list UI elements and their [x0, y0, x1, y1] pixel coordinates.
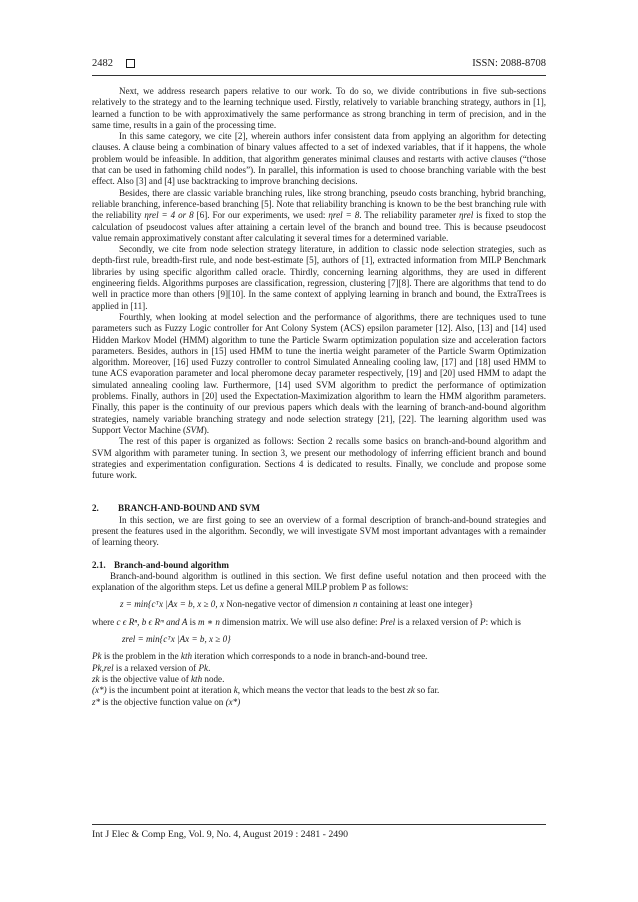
spacer: [92, 481, 546, 503]
kth-symbol: kth: [180, 651, 193, 662]
milp-equation: [92, 599, 546, 610]
def3-text-a: is the objective value of: [99, 673, 191, 684]
definition-pk: [92, 651, 546, 662]
matrix-dimension: m ∗ n: [198, 616, 220, 627]
kth-symbol: kth: [191, 673, 203, 684]
paragraph-3: [92, 188, 546, 244]
paragraph-6: The rest of this paper is organized as follows: Section 2 recalls some basics on branch-and-bound algorithm and SVM algorithm with parameter tuning. In section 3, we present our methodology of inferring efficient branch and bound strategies and experimentation configuration. Sections 4 is dedicated to results. Finally, we conclude and propose some future work.: [92, 436, 546, 481]
k-symbol: k: [233, 685, 238, 696]
where-clause: [92, 617, 546, 628]
pk-rel-symbol: Pk,rel: [92, 662, 114, 673]
section-2-intro: In this section, we are first going to see an overview of a formal description of branch-and-bound strategies and present the features used in the algorithm. Secondly, we will investigate SVM most important advantages with a remainder of learning theory.: [92, 514, 546, 548]
paragraph-1: Next, we address research papers relative to our work. To do so, we divide contributions in five sub-sections relatively to the strategy and to the learning technique used. Firstly, relatively to variable branching strategy, authors in [1], learned a function to be with approximatively the same performance as strong branching in term of precision, and in the same time, results in a gain of the processing time.: [92, 86, 546, 130]
paragraph-5-end: ).: [203, 424, 210, 435]
footer-citation: Int J Elec & Comp Eng, Vol. 9, No. 4, August 2019 : 2481 - 2490: [92, 829, 348, 840]
page-number: 2482: [92, 58, 113, 69]
p-symbol: P: [480, 616, 486, 627]
where-text-a: where: [92, 616, 117, 627]
def4-text-b: , which means the vector that leads to the best: [237, 685, 408, 696]
where-text-c: dimension matrix. We will use also define:: [219, 616, 380, 627]
where-text-e: : which is: [485, 616, 521, 627]
issn: ISSN: 2088-8708: [472, 58, 546, 69]
def5-text-a: is the objective function value on: [100, 696, 226, 707]
prel-symbol: Prel: [379, 616, 396, 627]
subsection-number: 2.1.: [92, 559, 106, 570]
x-star-symbol: (x*): [225, 696, 241, 707]
milp-equation-tail: containing at least one integer}: [357, 599, 474, 610]
paragraph-4: Secondly, we cite from node selection strategy literature, in addition to classic node selection strategies, such as depth-first rule, breadth-first rule, and node best-estimate [5], authors of [1], extracted information from MILP Benchmark libraries by using specific algorithm called oracle. Thirdly, concerning learning algorithms, they are used in different engineering fields. Algorithms purposes are classification, regression, clustering [7][8]. There are algorithms that tend to do well in practice more than others [9][10]. In the same context of applying learning in branch and bound, the ExtraTrees is applied in [11].: [92, 244, 546, 311]
section-2-heading: [92, 503, 546, 514]
pk-symbol: Pk: [92, 651, 102, 662]
def1-text-b: iteration which corresponds to a node in branch-and-bound tree.: [192, 651, 428, 662]
where-math: c ϵ Rⁿ, b ϵ Rᵐ and A: [116, 616, 188, 627]
paragraph-3-text-c: . The reliability parameter: [359, 210, 459, 221]
relaxed-equation: [92, 634, 546, 645]
section-2-1-intro: Branch-and-bound algorithm is outlined in this section. We first define useful notation and then proceed with the explanation of the algorithm steps. Let us define a general MILP problem P as follows:: [92, 570, 546, 593]
paragraph-3-text-a: Besides, there are classic variable branching rules, like strong branching, pseudo costs branching, hybrid branching, reliable branching, inference-based branching [5]. Note that reliability branching is known to be the best branching rule with the reliability: [92, 187, 546, 221]
relaxed-equation-math: zrel = min{cᵀx |Ax = b, x ≥ 0}: [122, 634, 231, 645]
section-number: 2.: [92, 503, 99, 514]
reliability-used-equation: ηrel = 8: [328, 210, 360, 221]
paragraph-2: In this same category, we cite [2], wherein authors infer consistent data from applying an algorithm for detecting clauses. A clause being a combination of binary values affected to a set of indexed variables, that if it happens, the whole problem would be infeasible. In addition, that algorithm generates minimal clauses and restarts with active clauses (“those that can be used in fathoming child nodes”). In parallel, this information is used to choose branching variable with the best effect. Also [3] and [4] use backtracking to improve branching decisions.: [92, 131, 546, 187]
spacer: [92, 549, 546, 560]
paragraph-3-text-d: is fixed to stop the calculation of pseudocost values after attaining a certain level of the branch and bound tree. This is because pseudocost value remain approximatively constant after calculating it several times for a determined variable.: [92, 210, 547, 243]
paragraph-5-text: Fourthly, when looking at model selection and the performance of algorithms, there are techniques used to tune parameters such as Fuzzy Logic controller for Ant Colony System (ACS) epsilon parameter [12]. Also, [13] and [14] used Hidden Markov Model (HMM) algorithm to tune the Particle Swarm optimization population size and acceleration factors parameters. Besides, authors in [15] used HMM to tune the inertia weight parameter of the Particle Swarm Optimization algorithm. Moreover, [16] used Fuzzy controller to control Simulated Annealing cooling law, [17] and [18] used HMM to tune ACS evaporation parameter and local pheromone decay parameter respectively, [19] and [20] used HMM to adapt the simulated annealing cooling law. Furthermore, [14] used SVM algorithm to predict the performance of optimization problems. Finally, authors in [20] used the Expectation-Maximization algorithm to learn the HMM algorithm parameters. Finally, this paper is the continuity of our previous papers which deals with the learning of branch-and-bound algorithm strategies, namely variable branching strategy and node selection strategy [21], [22]. The learning algorithm used was Support Vector Machine (: [92, 311, 546, 435]
where-text-d: is a relaxed version of: [395, 616, 481, 627]
milp-equation-math: z = min{cᵀx |Ax = b, x ≥ 0, x: [120, 599, 224, 610]
milp-equation-text: Non-negative vector of dimension: [223, 599, 353, 610]
paragraph-5: [92, 312, 546, 436]
def2-text-a: is a relaxed version of: [113, 662, 199, 673]
section-2-1-heading: [92, 560, 546, 571]
where-text-b: is: [187, 616, 199, 627]
paragraph-3-text-b: [6]. For our experiments, we used:: [193, 210, 329, 221]
def2-text-c: .: [208, 662, 211, 673]
definition-z-star: [92, 697, 546, 708]
def4-text-a: is the incumbent point at iteration: [106, 685, 234, 696]
def4-text-c: so far.: [414, 685, 440, 696]
def3-text-c: node.: [202, 673, 225, 684]
section-title: BRANCH-AND-BOUND AND SVM: [118, 503, 260, 514]
pk-symbol: Pk: [198, 662, 209, 673]
def1-text-a: is the problem in the: [101, 651, 181, 662]
x-star-symbol: (x*): [92, 685, 107, 696]
zk-symbol: zk: [407, 685, 415, 696]
box-icon: [126, 59, 135, 68]
z-star-symbol: z*: [92, 696, 101, 707]
subsection-title: Branch-and-bound algorithm: [114, 559, 229, 570]
definition-pk-rel: [92, 663, 546, 674]
zk-symbol: zk: [92, 673, 100, 684]
definition-incumbent: [92, 685, 546, 696]
reliability-symbol: ηrel: [458, 210, 474, 221]
definition-zk: [92, 674, 546, 685]
page-header: [92, 58, 546, 72]
footer-rule: [92, 824, 546, 825]
svm-abbrev: SVM: [186, 424, 204, 435]
header-rule: [92, 75, 546, 76]
milp-equation-n: n: [352, 599, 358, 610]
reliability-equation: ηrel = 4 or 8: [144, 210, 194, 221]
body-text: [92, 86, 546, 708]
